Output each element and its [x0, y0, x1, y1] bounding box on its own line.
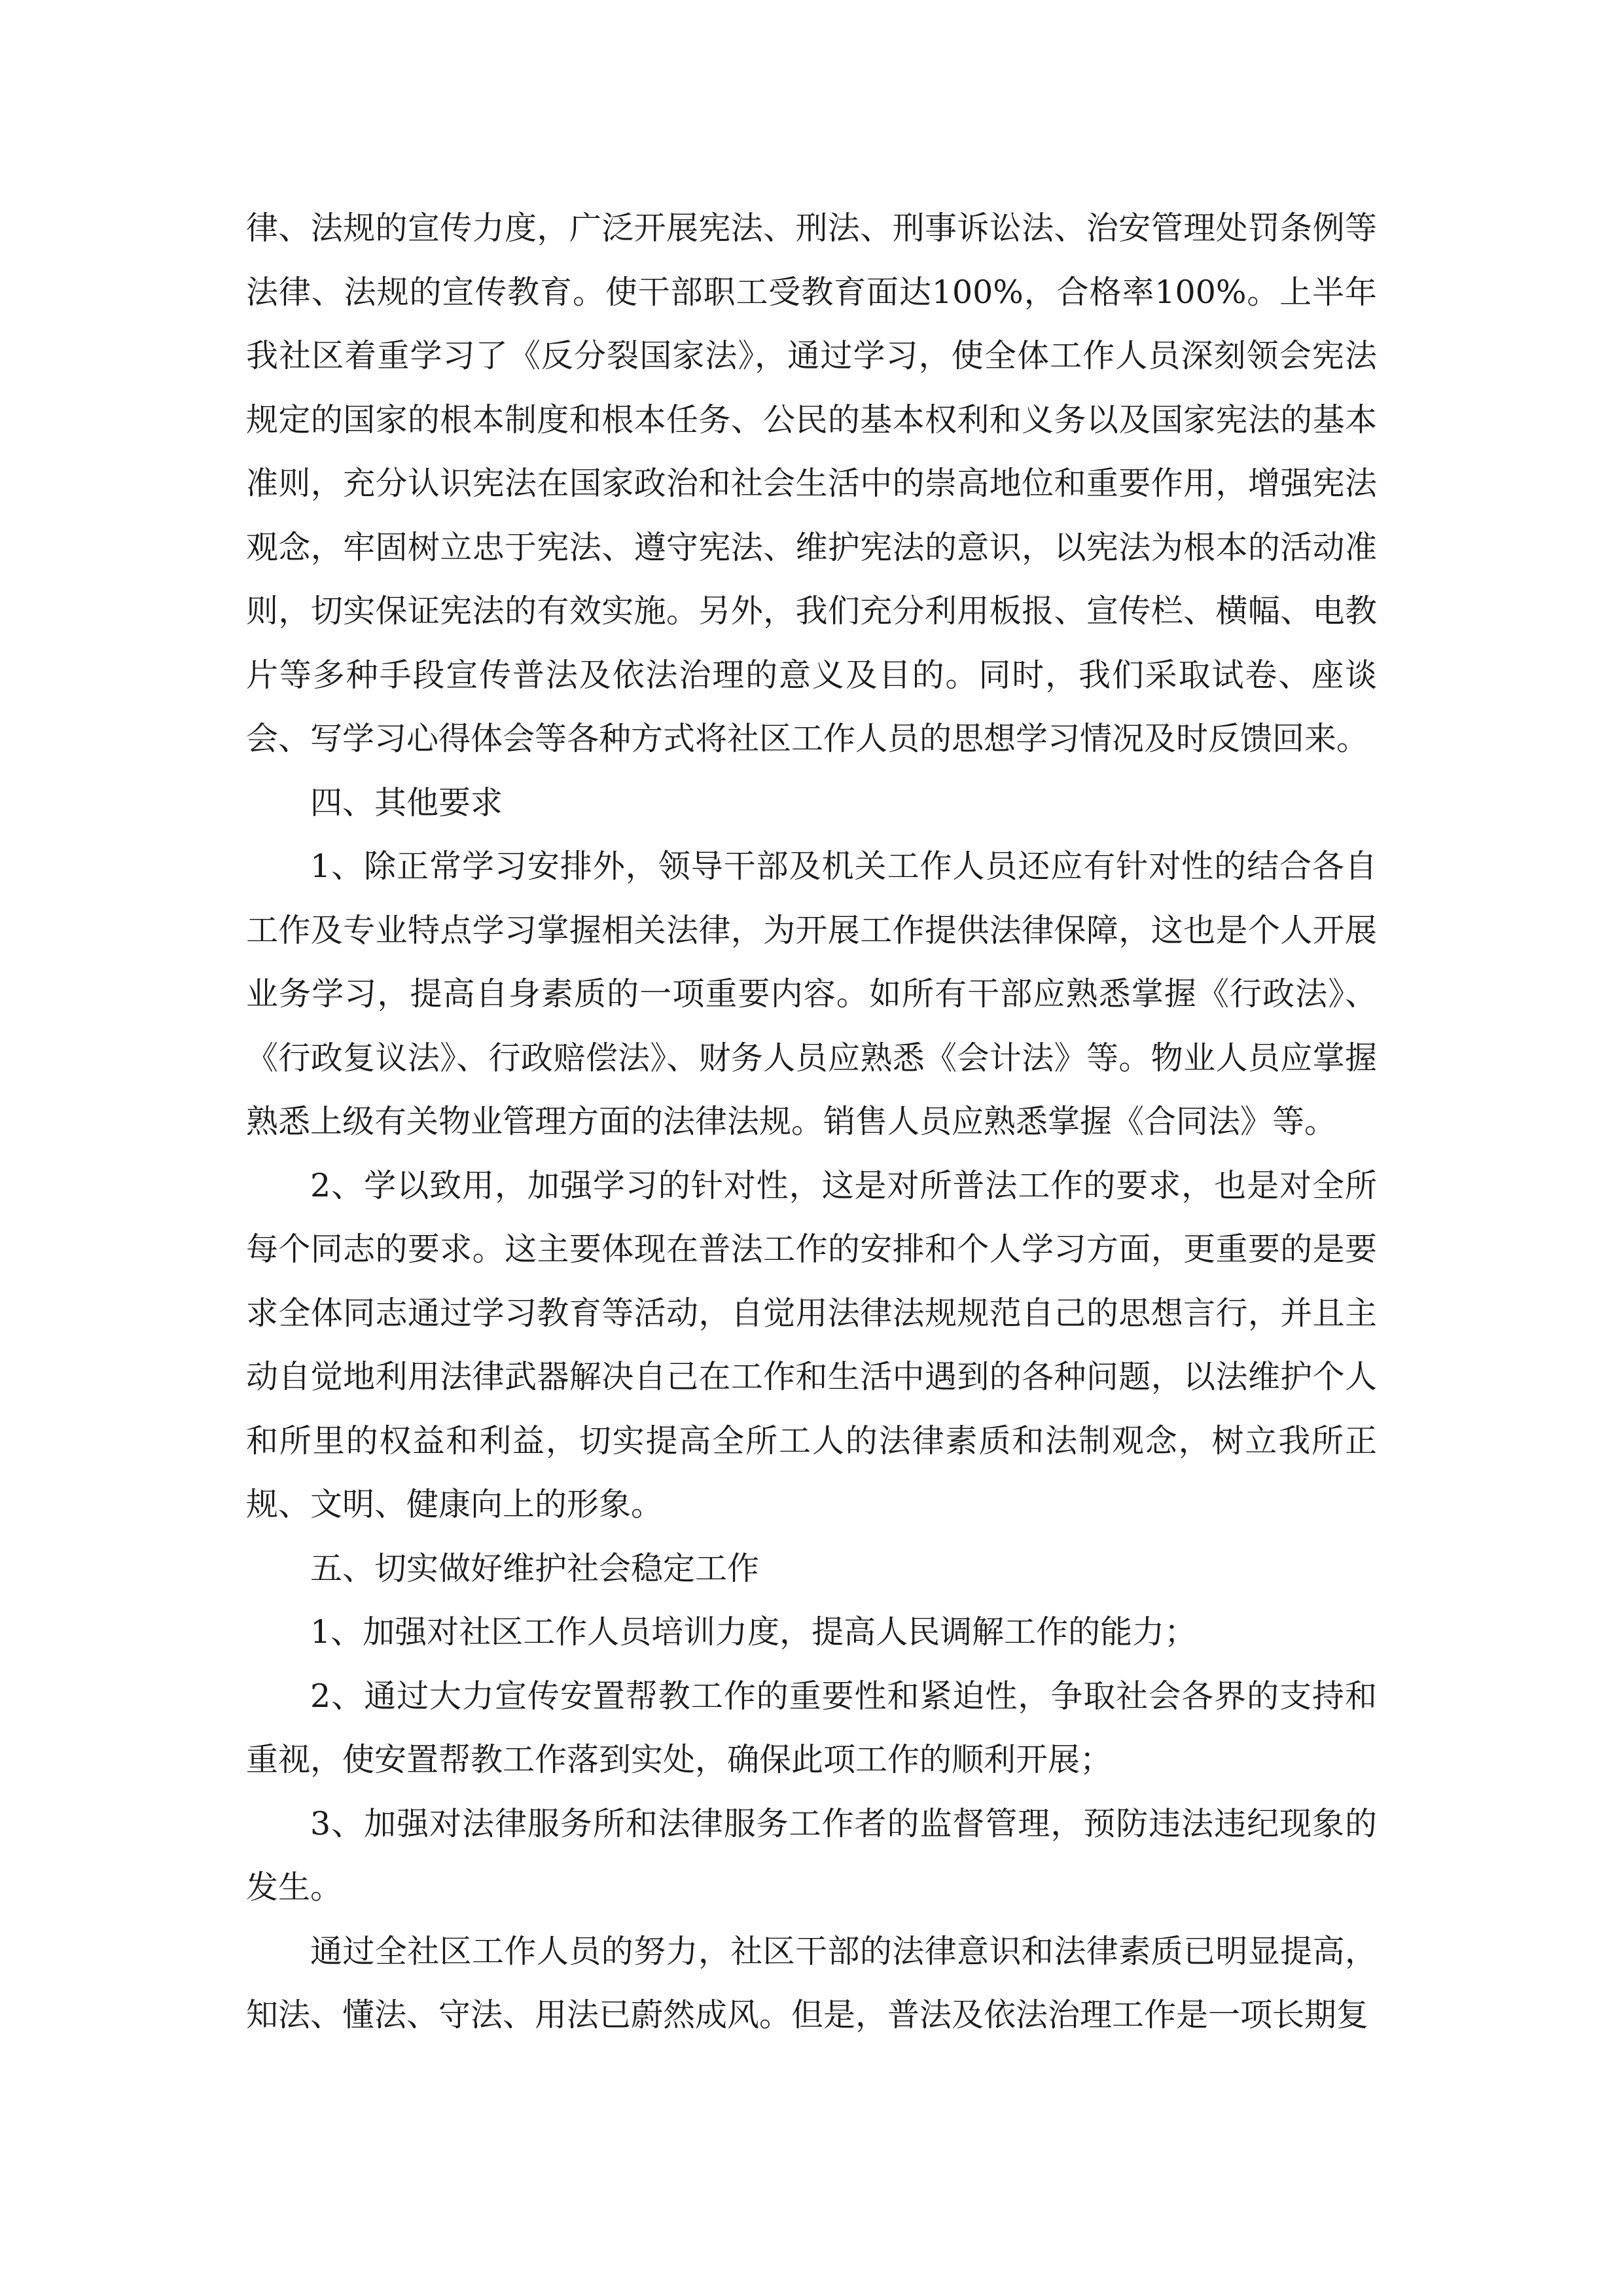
paragraph-constitution-publicity: 律、法规的宣传力度，广泛开展宪法、刑法、刑事诉讼法、治安管理处罚条例等法律、法规的宣传教育。使干部职工受教育面达100%，合格率100%。上半年我社区着重学习了《反分裂国家法》，通过学习，使全体工作人员深刻领会宪法规定的国家的根本制度和根本任务、公民的基本权利和义务以及国家宪法的基本准则，充分认识宪法在国家政治和社会生活中的崇高地位和重要作用，增强宪法观念，牢固树立忠于宪法、遵守宪法、维护宪法的意识，以宪法为根本的活动准则，切实保证宪法的有效实施。另外，我们充分利用板报、宣传栏、横幅、电教片等多种手段宣传普法及依法治理的意义及目的。同时，我们采取试卷、座谈会、写学习心得体会等各种方式将社区工作人员的思想学习情况及时反馈回来。	[246, 209, 1377, 757]
section-heading-other-requirements: 四、其他要求	[310, 783, 503, 821]
document-page	[246, 196, 1377, 2047]
paragraph-stability-2: 2、通过大力宣传安置帮教工作的重要性和紧迫性，争取社会各界的支持和重视，使安置帮教工作落到实处，确保此项工作的顺利开展；	[246, 1677, 1377, 1778]
paragraph-stability-1: 1、加强对社区工作人员培训力度，提高人民调解工作的能力；	[310, 1613, 1197, 1651]
paragraph-summary: 通过全社区工作人员的努力，社区干部的法律意识和法律素质已明显提高，知法、懂法、守法、用法已蔚然成风。但是，普法及依法治理工作是一项长期复	[246, 1932, 1377, 2034]
section-heading-social-stability: 五、切实做好维护社会稳定工作	[310, 1549, 760, 1587]
paragraph-stability-3: 3、加强对法律服务所和法律服务工作者的监督管理，预防违法违纪现象的发生。	[246, 1804, 1377, 1906]
paragraph-requirement-1: 1、除正常学习安排外，领导干部及机关工作人员还应有针对性的结合各自工作及专业特点学习掌握相关法律，为开展工作提供法律保障，这也是个人开展业务学习，提高自身素质的一项重要内容。如所有干部应熟悉掌握《行政法》、《行政复议法》、行政赔偿法》、财务人员应熟悉《会计法》等。物业人员应掌握熟悉上级有关物业管理方面的法律法规。销售人员应熟悉掌握《合同法》等。	[246, 848, 1377, 1140]
paragraph-requirement-2: 2、学以致用，加强学习的针对性，这是对所普法工作的要求，也是对全所每个同志的要求。这主要体现在普法工作的安排和个人学习方面，更重要的是要求全体同志通过学习教育等活动，自觉用法律法规规范自己的思想言行，并且主动自觉地利用法律武器解决自己在工作和生活中遇到的各种问题，以法维护个人和所里的权益和利益，切实提高全所工人的法律素质和法制观念，树立我所正规、文明、健康向上的形象。	[246, 1166, 1377, 1523]
